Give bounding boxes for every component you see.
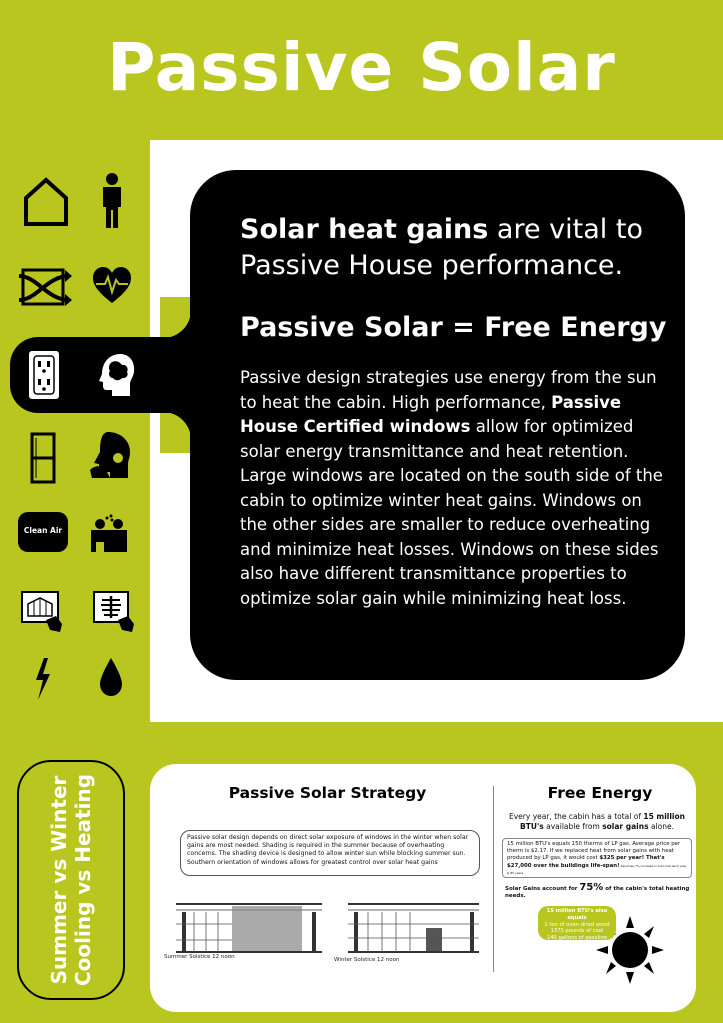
clean-air-label: Clean Air	[23, 526, 63, 535]
solar-share-stat	[505, 882, 695, 899]
clean-air-icon[interactable]	[18, 512, 68, 552]
window-icon[interactable]	[30, 432, 56, 484]
xray-hand-icon[interactable]	[92, 590, 136, 634]
strategy-title: Passive Solar Strategy	[228, 784, 427, 802]
brain-icon[interactable]	[96, 352, 136, 398]
intro-text-2: available from	[543, 822, 603, 831]
cost-box	[502, 838, 692, 878]
free-energy-title: Free Energy	[547, 784, 653, 802]
summer-caption: Summer Solstice 12 noon	[164, 954, 235, 960]
body-bold: Passive House Certified windows	[240, 392, 622, 436]
column-divider	[493, 786, 494, 972]
strategy-text-box: Passive solar design depends on direct solar exposure of windows in the winter when solar gains are most needed. Shading is required in the summer because of overheating concerns. The shading device is designed to allow winter sun while blocking summer sun. Southern orientation of windows allows for greatest control over solar heat gains	[180, 830, 480, 876]
intro-bold-2: solar gains	[602, 822, 649, 831]
page-title: Passive Solar	[107, 29, 616, 106]
equivalent-line: 140 gallons of gasoline	[546, 935, 608, 942]
outlet-icon[interactable]	[28, 350, 60, 400]
person-icon[interactable]	[98, 172, 126, 230]
heart-icon[interactable]	[92, 266, 132, 306]
cost-note: Assumes 7% increase in fuel cost each year & 85 years	[507, 863, 687, 875]
intro-bold-1: 15 million BTU's	[520, 812, 685, 831]
card-body	[240, 366, 670, 611]
card-heading	[240, 212, 670, 284]
body-text-1: Passive design strategies use energy from the sun to heat the cabin. High performance,	[240, 368, 657, 412]
winter-caption: Winter Solstice 12 noon	[334, 957, 400, 963]
winter-section-drawing	[346, 898, 481, 954]
season-label-line1: Summer vs Winter	[47, 775, 71, 985]
heading-rest: are vital to Passive House performance.	[240, 214, 643, 281]
lightning-icon[interactable]	[32, 656, 54, 702]
stat-percent: 75%	[579, 882, 604, 893]
equivalents-badge	[538, 906, 616, 940]
tab-joint-bottom	[160, 412, 191, 453]
summer-section-drawing	[174, 896, 324, 954]
equivalent-line: 1 ton of oven-dried wood	[544, 921, 610, 928]
season-label-text	[47, 765, 95, 995]
heading-bold: Solar heat gains	[240, 214, 489, 245]
water-drop-icon[interactable]	[98, 656, 124, 698]
cost-text: 15 million BTU's equals 150 therms of LP gas. Average price per therm is $2.17. If we replaced heat from solar gains with heat produced by LP gas, it would cost	[507, 841, 681, 862]
card-content	[240, 212, 670, 611]
card-subheading: Passive Solar = Free Energy	[240, 312, 667, 343]
equivalents-title: 15 million BTU's also equals	[546, 908, 608, 921]
intro-text-1: Every year, the cabin has a total of	[509, 812, 644, 821]
intro-text-3: alone.	[648, 822, 674, 831]
stat-text-1: Solar Gains account for	[505, 886, 580, 892]
season-label-pill	[17, 760, 125, 1000]
house-icon[interactable]	[22, 176, 70, 228]
season-label-line2: Cooling vs Heating	[71, 773, 95, 987]
free-energy-intro	[506, 812, 688, 832]
tab-joint-top	[160, 297, 191, 338]
spray-icon[interactable]	[88, 514, 132, 554]
bottom-panel	[150, 764, 696, 1012]
ventilation-icon[interactable]	[17, 266, 73, 310]
stat-text-2: of the cabin's total heating needs.	[505, 886, 690, 899]
body-text-2: allow for optimized solar energy transmittance and heat retention. Large windows are located on the south side of the cabin to optimize winter heat gains. Windows on the other sides are smaller to reduce overheating and minimize heat losses. Windows on these sides also have different transmittance properties to optimize solar gain while minimizing heat loss.	[240, 417, 663, 608]
cost-bold: $325 per year! That's $27,000 over the buildings life-span!	[507, 855, 665, 869]
sick-face-icon[interactable]	[88, 430, 134, 480]
greenhouse-hand-icon[interactable]	[20, 590, 64, 634]
equivalent-line: 1375 pounds of coal	[550, 928, 604, 935]
